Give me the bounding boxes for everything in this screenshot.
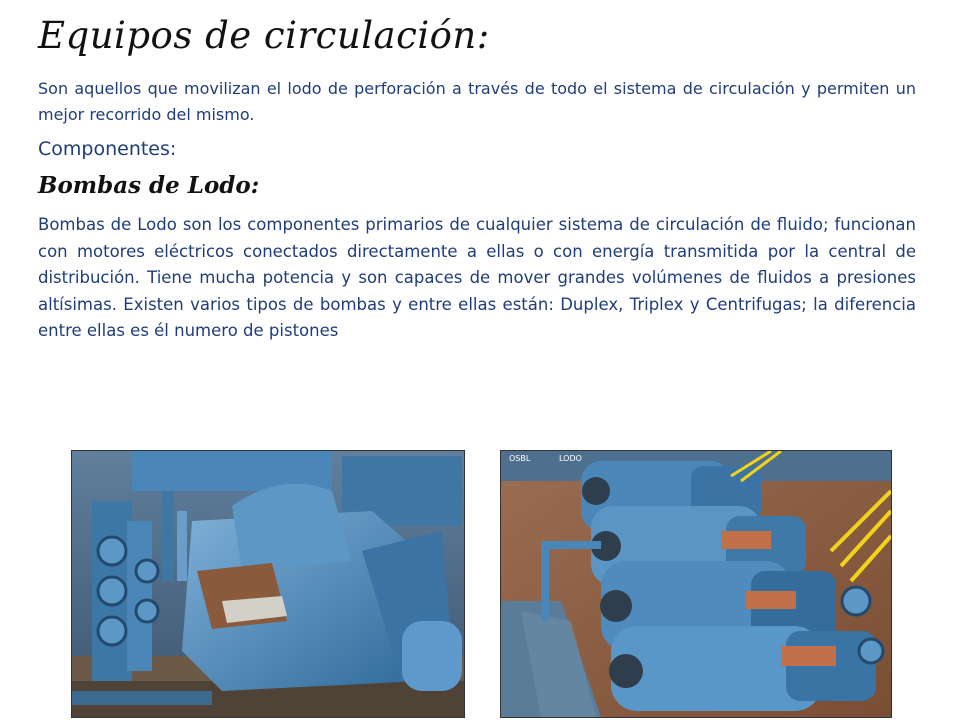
mud-pumps-row-photo-right	[500, 450, 892, 718]
slide-title: Equipos de circulación:	[38, 14, 490, 57]
components-label: Componentes:	[38, 138, 177, 160]
intro-paragraph: Son aquellos que movilizan el lodo de perforación a través de todo el sistema de circulación y permiten un mejor recorrido del mismo.	[38, 79, 916, 124]
section-title: Bombas de Lodo:	[38, 172, 260, 199]
mud-pump-photo-left	[71, 450, 465, 718]
section-body: Bombas de Lodo son los componentes primarios de cualquier sistema de circulación de fluido; funcionan con motores eléctricos conectados directamente a ellas o con energía transmitida por la central de distribución. Tiene mucha potencia y son capaces de mover grandes volúmenes de fluidos a presiones altísimas. Existen varios tipos de bombas y entre ellas están: Duplex, Triplex y Centrifugas; la diferencia entre ellas es él numero de pistones	[38, 215, 916, 340]
stencil-text-lodo: LODO	[559, 454, 582, 463]
stencil-text-osbl: OSBL	[509, 454, 531, 463]
